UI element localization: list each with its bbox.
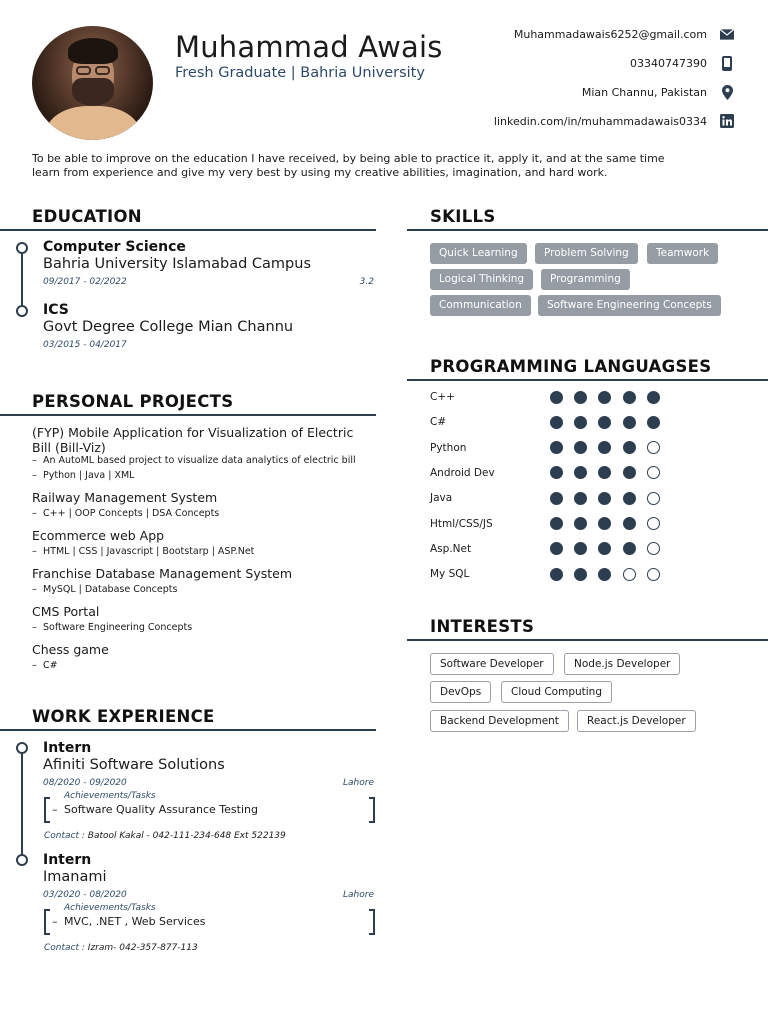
project-name: Chess game [32, 642, 109, 657]
map-pin-icon [720, 85, 734, 99]
skill-tag: Teamwork [647, 243, 718, 264]
skill-level-dot-filled [550, 466, 563, 479]
profile-photo [32, 26, 153, 140]
project-bullet: – MySQL | Database Concepts [32, 584, 178, 595]
skill-level-dot-filled [623, 441, 636, 454]
interest-tag: Software Developer [430, 653, 554, 675]
language-name: Html/CSS/JS [430, 517, 493, 530]
education-date: 03/2015 - 04/2017 [43, 340, 127, 350]
job-date: 08/2020 - 09/2020 [43, 778, 127, 788]
languages-divider [407, 379, 768, 381]
skill-level-dot-filled [574, 441, 587, 454]
interests-divider [407, 639, 768, 641]
skill-level-dot-filled [550, 416, 563, 429]
job-date: 03/2020 - 08/2020 [43, 890, 127, 900]
location-text: Mian Channu, Pakistan [581, 85, 707, 99]
skill-level-dot-filled [574, 542, 587, 555]
education-degree: ICS [43, 302, 69, 318]
interest-tag: React.js Developer [577, 710, 696, 732]
skill-level-dot-empty [647, 542, 660, 555]
skill-level-dot-filled [598, 568, 611, 581]
education-gpa: 3.2 [359, 277, 374, 287]
project-bullet: – Python | Java | XML [32, 470, 135, 481]
skill-level-dot-filled [623, 517, 636, 530]
language-name: Asp.Net [430, 542, 472, 555]
project-name: CMS Portal [32, 604, 100, 619]
skill-tag: Problem Solving [535, 243, 638, 264]
linkedin-icon [720, 114, 734, 128]
language-name: C++ [430, 391, 455, 403]
job-role: Intern [43, 740, 92, 756]
education-school: Bahria University Islamabad Campus [43, 256, 312, 272]
phone-text: 03340747390 [630, 56, 707, 70]
email-icon [720, 27, 734, 41]
skill-level-dot-filled [550, 391, 563, 404]
skill-level-dot-filled [550, 441, 563, 454]
skill-level-dot-filled [574, 466, 587, 479]
work-divider [0, 729, 376, 731]
contact-location [414, 84, 734, 100]
skill-level-dot-filled [574, 391, 587, 404]
job-role: Intern [43, 852, 92, 868]
work-timeline [21, 752, 23, 860]
project-bullet: – HTML | CSS | Javascript | Bootstarp | ASP.Net [32, 546, 255, 557]
skill-level-dot-empty [647, 568, 660, 581]
skill-level-dot-filled [598, 441, 611, 454]
language-name: Android Dev [430, 466, 495, 479]
languages-title: PROGRAMMING LANGUAGSES [430, 357, 712, 376]
timeline-dot [16, 242, 28, 254]
work-title: WORK EXPERIENCE [32, 707, 215, 726]
skills-title: SKILLS [430, 207, 496, 226]
interest-tag: Backend Development [430, 710, 569, 732]
skill-level-dot-filled [623, 466, 636, 479]
linkedin-text: linkedin.com/in/muhammadawais0334 [493, 114, 707, 128]
job-location: Lahore [343, 778, 374, 788]
interest-tag: DevOps [430, 681, 491, 703]
interest-tag: Node.js Developer [564, 653, 680, 675]
achievement-item: – MVC, .NET , Web Services [52, 915, 206, 928]
skill-level-dot-filled [598, 492, 611, 505]
contact-phone[interactable] [414, 55, 734, 71]
education-date: 09/2017 - 02/2022 [43, 277, 127, 287]
candidate-name: Muhammad Awais [175, 30, 443, 64]
skills-divider [407, 229, 768, 231]
interests-title: INTERESTS [430, 617, 535, 636]
skill-level-dot-filled [574, 568, 587, 581]
skill-level-dot-filled [647, 416, 660, 429]
education-degree: Computer Science [43, 239, 186, 255]
skill-level-dot-filled [598, 416, 611, 429]
candidate-subtitle: Fresh Graduate | Bahria University [175, 65, 425, 81]
skill-level-dot-filled [574, 492, 587, 505]
language-name: Python [430, 441, 467, 454]
skill-level-dot-filled [623, 391, 636, 404]
job-location: Lahore [343, 890, 374, 900]
language-name: Java [430, 492, 453, 505]
skill-level-dot-filled [623, 542, 636, 555]
skill-level-dot-empty [647, 517, 660, 530]
education-title: EDUCATION [32, 207, 142, 226]
skill-level-dot-filled [574, 416, 587, 429]
career-summary: To be able to improve on the education I have received, by being able to practice it, apply it, and at the same time learn from experience and give my very best by using my creative abilities, imagination, and hard work. [32, 152, 665, 179]
skill-level-dot-filled [550, 517, 563, 530]
job-company: Afiniti Software Solutions [43, 757, 225, 773]
skill-level-dot-filled [574, 517, 587, 530]
skill-level-dot-filled [623, 416, 636, 429]
skill-level-dot-empty [647, 466, 660, 479]
skill-tag: Logical Thinking [430, 269, 533, 290]
language-name: My SQL [430, 568, 470, 581]
project-name: Railway Management System [32, 490, 218, 505]
interest-tag: Cloud Computing [501, 681, 612, 703]
skill-level-dot-filled [550, 492, 563, 505]
education-divider [0, 229, 376, 231]
email-text: Muhammadawais6252@gmail.com [513, 27, 707, 41]
project-name: Franchise Database Management System [32, 566, 292, 581]
skill-level-dot-filled [550, 568, 563, 581]
skill-level-dot-empty [647, 492, 660, 505]
achievements-box [44, 903, 375, 935]
education-timeline [21, 252, 23, 312]
project-name: Ecommerce web App [32, 528, 165, 543]
contact-linkedin[interactable] [414, 113, 734, 129]
achievement-item: – Software Quality Assurance Testing [52, 803, 258, 816]
skill-tag: Software Engineering Concepts [538, 295, 721, 316]
projects-divider [0, 414, 376, 416]
skill-tag: Programming [541, 269, 630, 290]
skill-level-dot-filled [598, 517, 611, 530]
project-name: (FYP) Mobile Application for Visualization of Electric Bill (Bill-Viz) [32, 425, 354, 455]
project-bullet: – C# [32, 660, 58, 671]
skill-level-dot-filled [598, 542, 611, 555]
projects-title: PERSONAL PROJECTS [32, 392, 234, 411]
job-contact: Contact : Batool Kakal - 042-111-234-648 Ext 522139 [44, 831, 286, 841]
skill-tag: Communication [430, 295, 531, 316]
skill-tag: Quick Learning [430, 243, 527, 264]
phone-icon [720, 56, 734, 70]
timeline-dot [16, 854, 28, 866]
achievements-label: Achievements/Tasks [64, 903, 156, 913]
skill-level-dot-empty [623, 568, 636, 581]
skill-level-dot-filled [623, 492, 636, 505]
timeline-dot [16, 305, 28, 317]
project-bullet: – An AutoML based project to visualize data analytics of electric bill [32, 455, 356, 466]
project-bullet: – Software Engineering Concepts [32, 622, 193, 633]
skill-level-dot-empty [647, 441, 660, 454]
skill-level-dot-filled [598, 391, 611, 404]
achievements-box [44, 791, 375, 823]
skill-level-dot-filled [598, 466, 611, 479]
timeline-dot [16, 742, 28, 754]
job-contact: Contact : Izram- 042-357-877-113 [44, 943, 198, 953]
project-bullet: – C++ | OOP Concepts | DSA Concepts [32, 508, 220, 519]
contact-email[interactable] [414, 26, 734, 42]
achievements-label: Achievements/Tasks [64, 791, 156, 801]
education-school: Govt Degree College Mian Channu [43, 319, 294, 335]
skill-level-dot-filled [647, 391, 660, 404]
language-name: C# [430, 416, 447, 429]
job-company: Imanami [43, 869, 107, 885]
skill-level-dot-filled [550, 542, 563, 555]
